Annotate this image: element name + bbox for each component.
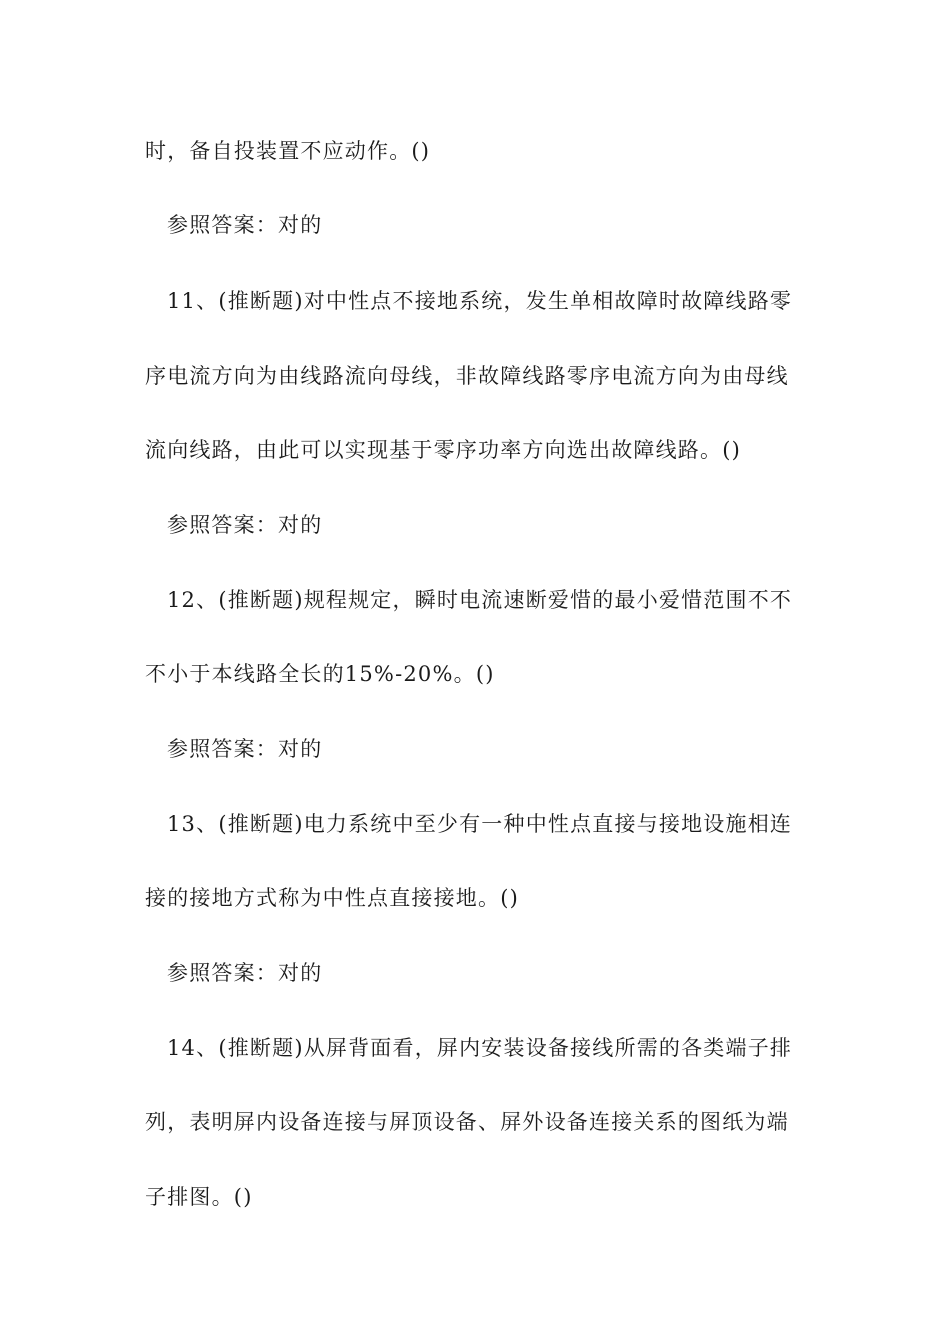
answer-10: 参照答案：对的 (167, 213, 323, 237)
question-13-line-1: 13、(推断题)电力系统中至少有一种中性点直接与接地设施相连 (167, 812, 793, 836)
question-11-line-3: 流向线路，由此可以实现基于零序功率方向选出故障线路。() (145, 438, 741, 462)
question-10-continuation: 时，备自投装置不应动作。() (145, 139, 431, 163)
question-11-line-2: 序电流方向为由线路流向母线，非故障线路零序电流方向为由母线 (145, 364, 789, 388)
question-11-line-1: 11、(推断题)对中性点不接地系统，发生单相故障时故障线路零 (167, 289, 793, 313)
answer-12: 参照答案：对的 (167, 737, 323, 761)
question-14-line-3: 子排图。() (145, 1185, 253, 1209)
answer-13: 参照答案：对的 (167, 961, 323, 985)
question-13-line-2: 接的接地方式称为中性点直接接地。() (145, 886, 519, 910)
question-14-line-2: 列，表明屏内设备连接与屏顶设备、屏外设备连接关系的图纸为端 (145, 1110, 789, 1134)
question-12-line-2: 不小于本线路全长的15%-20%。() (145, 662, 495, 686)
answer-11: 参照答案：对的 (167, 513, 323, 537)
question-14-line-1: 14、(推断题)从屏背面看，屏内安装设备接线所需的各类端子排 (167, 1036, 793, 1060)
question-12-line-1: 12、(推断题)规程规定，瞬时电流速断爱惜的最小爱惜范围不不 (167, 588, 793, 612)
